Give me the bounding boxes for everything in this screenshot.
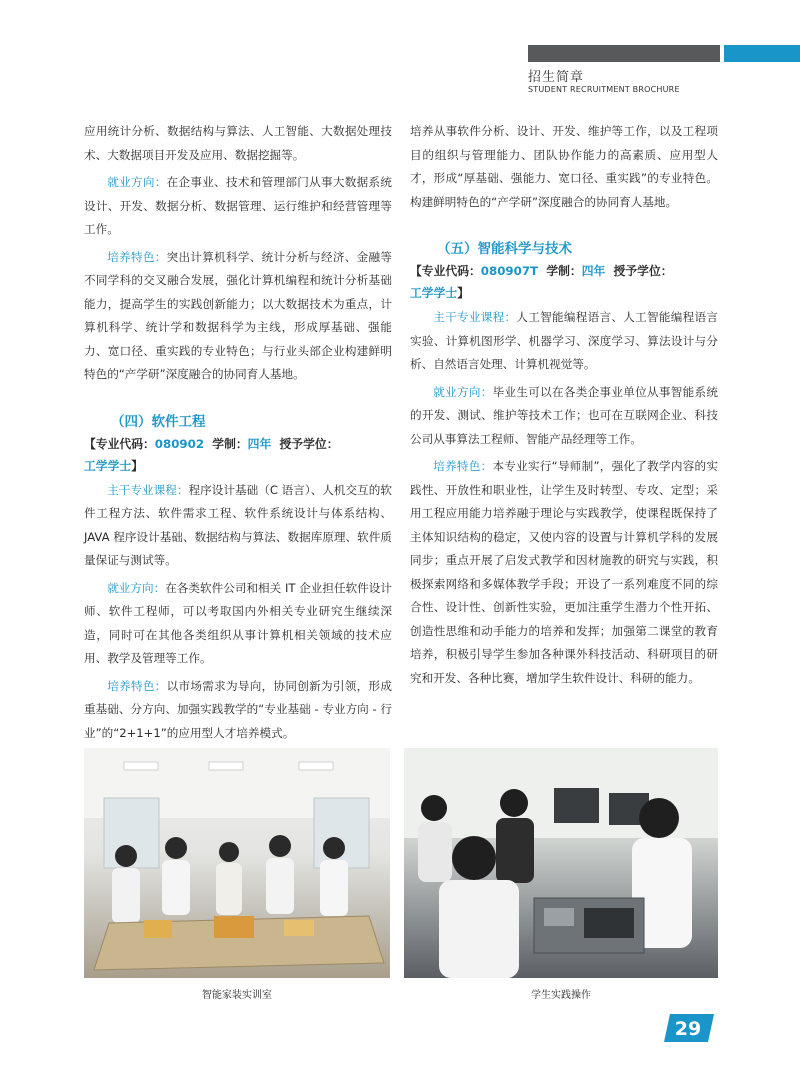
courses-label: 主干专业课程：: [107, 482, 189, 497]
ceiling-light: [299, 762, 333, 770]
section4-employment: [84, 577, 392, 671]
section4-title: （四）软件工程: [111, 413, 206, 430]
photo-caption-left: 智能家装实训室: [202, 990, 272, 1001]
employment-label: 就业方向：: [107, 175, 167, 189]
header-bar-gray: [528, 45, 720, 62]
person-head: [323, 837, 345, 859]
employment-text: 在企事业、技术和管理部门从事大数据系统设计、开发、数据分析、数据管理、运行维护和经营管理等工作。: [84, 175, 392, 236]
right-column: [410, 120, 718, 694]
person-head: [219, 842, 239, 862]
header-bar-blue: [724, 45, 800, 62]
person-head: [269, 835, 291, 857]
right-intro: 培养从事软件分析、设计、开发、维护等工作，以及工程项目的组织与管理能力、团队协作能力的高素质、应用型人才，形成“厚基础、强能力、宽口径、重实践”的专业特色。构建鲜明特色的“产学研”深度融合的协同育人基地。: [410, 124, 718, 209]
degree-label: 授予学位：: [613, 264, 673, 278]
left-intro: 应用统计分析、数据结构与算法、人工智能、大数据处理技术、大数据项目开发及应用、数据挖掘等。: [84, 124, 392, 162]
header-subtitle: STUDENT RECRUITMENT BROCHURE: [528, 85, 680, 94]
page-number: 29: [674, 1018, 702, 1040]
person-body: [496, 818, 534, 883]
features-label: 培养特色：: [107, 678, 167, 693]
smart-home-lab-photo: [84, 748, 390, 978]
person-body: [112, 868, 140, 923]
person-body: [320, 860, 348, 916]
person-body: [266, 858, 294, 914]
model-house: [214, 916, 254, 938]
section4-features: [84, 675, 392, 746]
photo-caption-right: 学生实践操作: [531, 990, 591, 1001]
duration-label: 学制：: [546, 264, 582, 278]
section5-title: （五）智能科学与技术: [437, 241, 572, 257]
courses-text: 程序设计基础（C 语言）、人机交互的软件工程方法、软件需求工程、软件系统设计与体系结构、JAVA 程序设计基础、数据结构与算法、数据库原理、软件质量保证与测试等。: [84, 482, 392, 567]
degree-value: 工学学士: [84, 458, 132, 473]
degree-value: 工学学士: [410, 286, 458, 300]
student-practice-photo: [404, 748, 718, 978]
window: [314, 798, 369, 868]
features-label: 培养特色：: [433, 459, 493, 473]
employment-label: 就业方向：: [433, 384, 493, 399]
person-head: [115, 845, 137, 867]
ceiling-light: [124, 762, 158, 770]
person-head: [500, 789, 528, 817]
duration-value: 四年: [247, 436, 272, 451]
kit-panel: [584, 908, 634, 938]
meta-open: 【专业代码：: [410, 264, 481, 278]
person-body: [439, 880, 519, 978]
model-house: [284, 920, 314, 936]
person-head: [165, 837, 187, 859]
meta-close: 】: [457, 286, 470, 300]
section5-employment: [410, 381, 718, 452]
bigdata-employment: [84, 171, 392, 242]
features-label: 培养特色：: [107, 249, 167, 264]
major-code: 080902: [154, 436, 205, 451]
features-text: 以市场需求为导向，协同创新为引领，形成重基础、分方向、加强实践教学的“专业基础 - 专业方向 - 行业”的“2+1+1”的应用型人才培养模式。: [84, 678, 392, 740]
features-text: 突出计算机科学、统计分析与经济、金融等不同学科的交叉融合发展，强化计算机编程和统计分析基础能力，提高学生的实践创新能力；以大数据技术为重点，计算机科学、统计学和数据科学为主线，形成厚基础、强能力、宽口径、重实践的专业特色；与行业头部企业构建鲜明特色的“产学研”深度融合的协同育人基地。: [84, 249, 392, 381]
features-text: 本专业实行“导师制”，强化了教学内容的实践性、开放性和职业性，让学生及时转型、专攻、定型；采用工程应用能力培养融于理论与实践教学，使课程既保持了主体知识结构的稳定，又使内容的设置与计算机学科的发展同步；重点开展了启发式教学和因材施教的研究与实践，积极探索网络和多媒体教学手段；开设了一系列难度不同的综合性、设计性、创新性实验，更加注重学生潜力个性开拓、创造性思维和动手能力的培养和发挥；加强第二课堂的教育培养，积极引导学生参加各种课外科技活动、科研项目的研究和开发、各种比赛，增加学生软件设计、科研的能力。: [410, 459, 718, 685]
employment-text: 毕业生可以在各类企事业单位从事智能系统的开发、测试、维护等技术工作；也可在互联网企业、科技公司从事算法工程师、智能产品经理等工作。: [410, 384, 718, 446]
smart-home-lab-illustration: [84, 748, 390, 978]
section4-courses: [84, 479, 392, 573]
section5-courses: [410, 306, 718, 377]
person-body: [162, 860, 190, 915]
section4-meta: [84, 433, 392, 477]
section5-meta: [410, 260, 718, 304]
employment-text: 在各类软件公司和相关 IT 企业担任软件设计师、软件工程师，可以考取国内外相关专业研究生继续深造，同时可在其他各类组织从事计算机相关领域的技术应用、教学及管理等工作。: [84, 580, 392, 665]
person-head: [452, 836, 496, 880]
page-number-badge: [664, 1012, 714, 1044]
person-head: [639, 798, 679, 838]
left-column: [84, 120, 392, 749]
section5-features: [410, 455, 718, 690]
meta-close: 】: [131, 458, 144, 473]
kit-panel: [544, 908, 574, 926]
duration-label: 学制：: [212, 436, 248, 451]
employment-label: 就业方向：: [107, 580, 166, 595]
model-house: [144, 920, 172, 938]
person-body: [418, 822, 452, 882]
header-title: 招生简章: [528, 70, 585, 85]
degree-label: 授予学位：: [279, 436, 339, 451]
monitor: [554, 788, 599, 823]
person-body: [216, 863, 242, 915]
duration-value: 四年: [581, 264, 606, 278]
student-practice-illustration: [404, 748, 718, 978]
person-head: [421, 795, 447, 821]
meta-open: 【专业代码：: [84, 436, 155, 451]
bigdata-features: [84, 246, 392, 387]
major-code: 080907T: [480, 264, 539, 278]
ceiling-light: [209, 762, 243, 770]
courses-text: 人工智能编程语言、人工智能编程语言实验、计算机图形学、机器学习、深度学习、算法设计与分析、自然语言处理、计算机视觉等。: [410, 310, 718, 371]
courses-label: 主干专业课程：: [433, 310, 517, 324]
